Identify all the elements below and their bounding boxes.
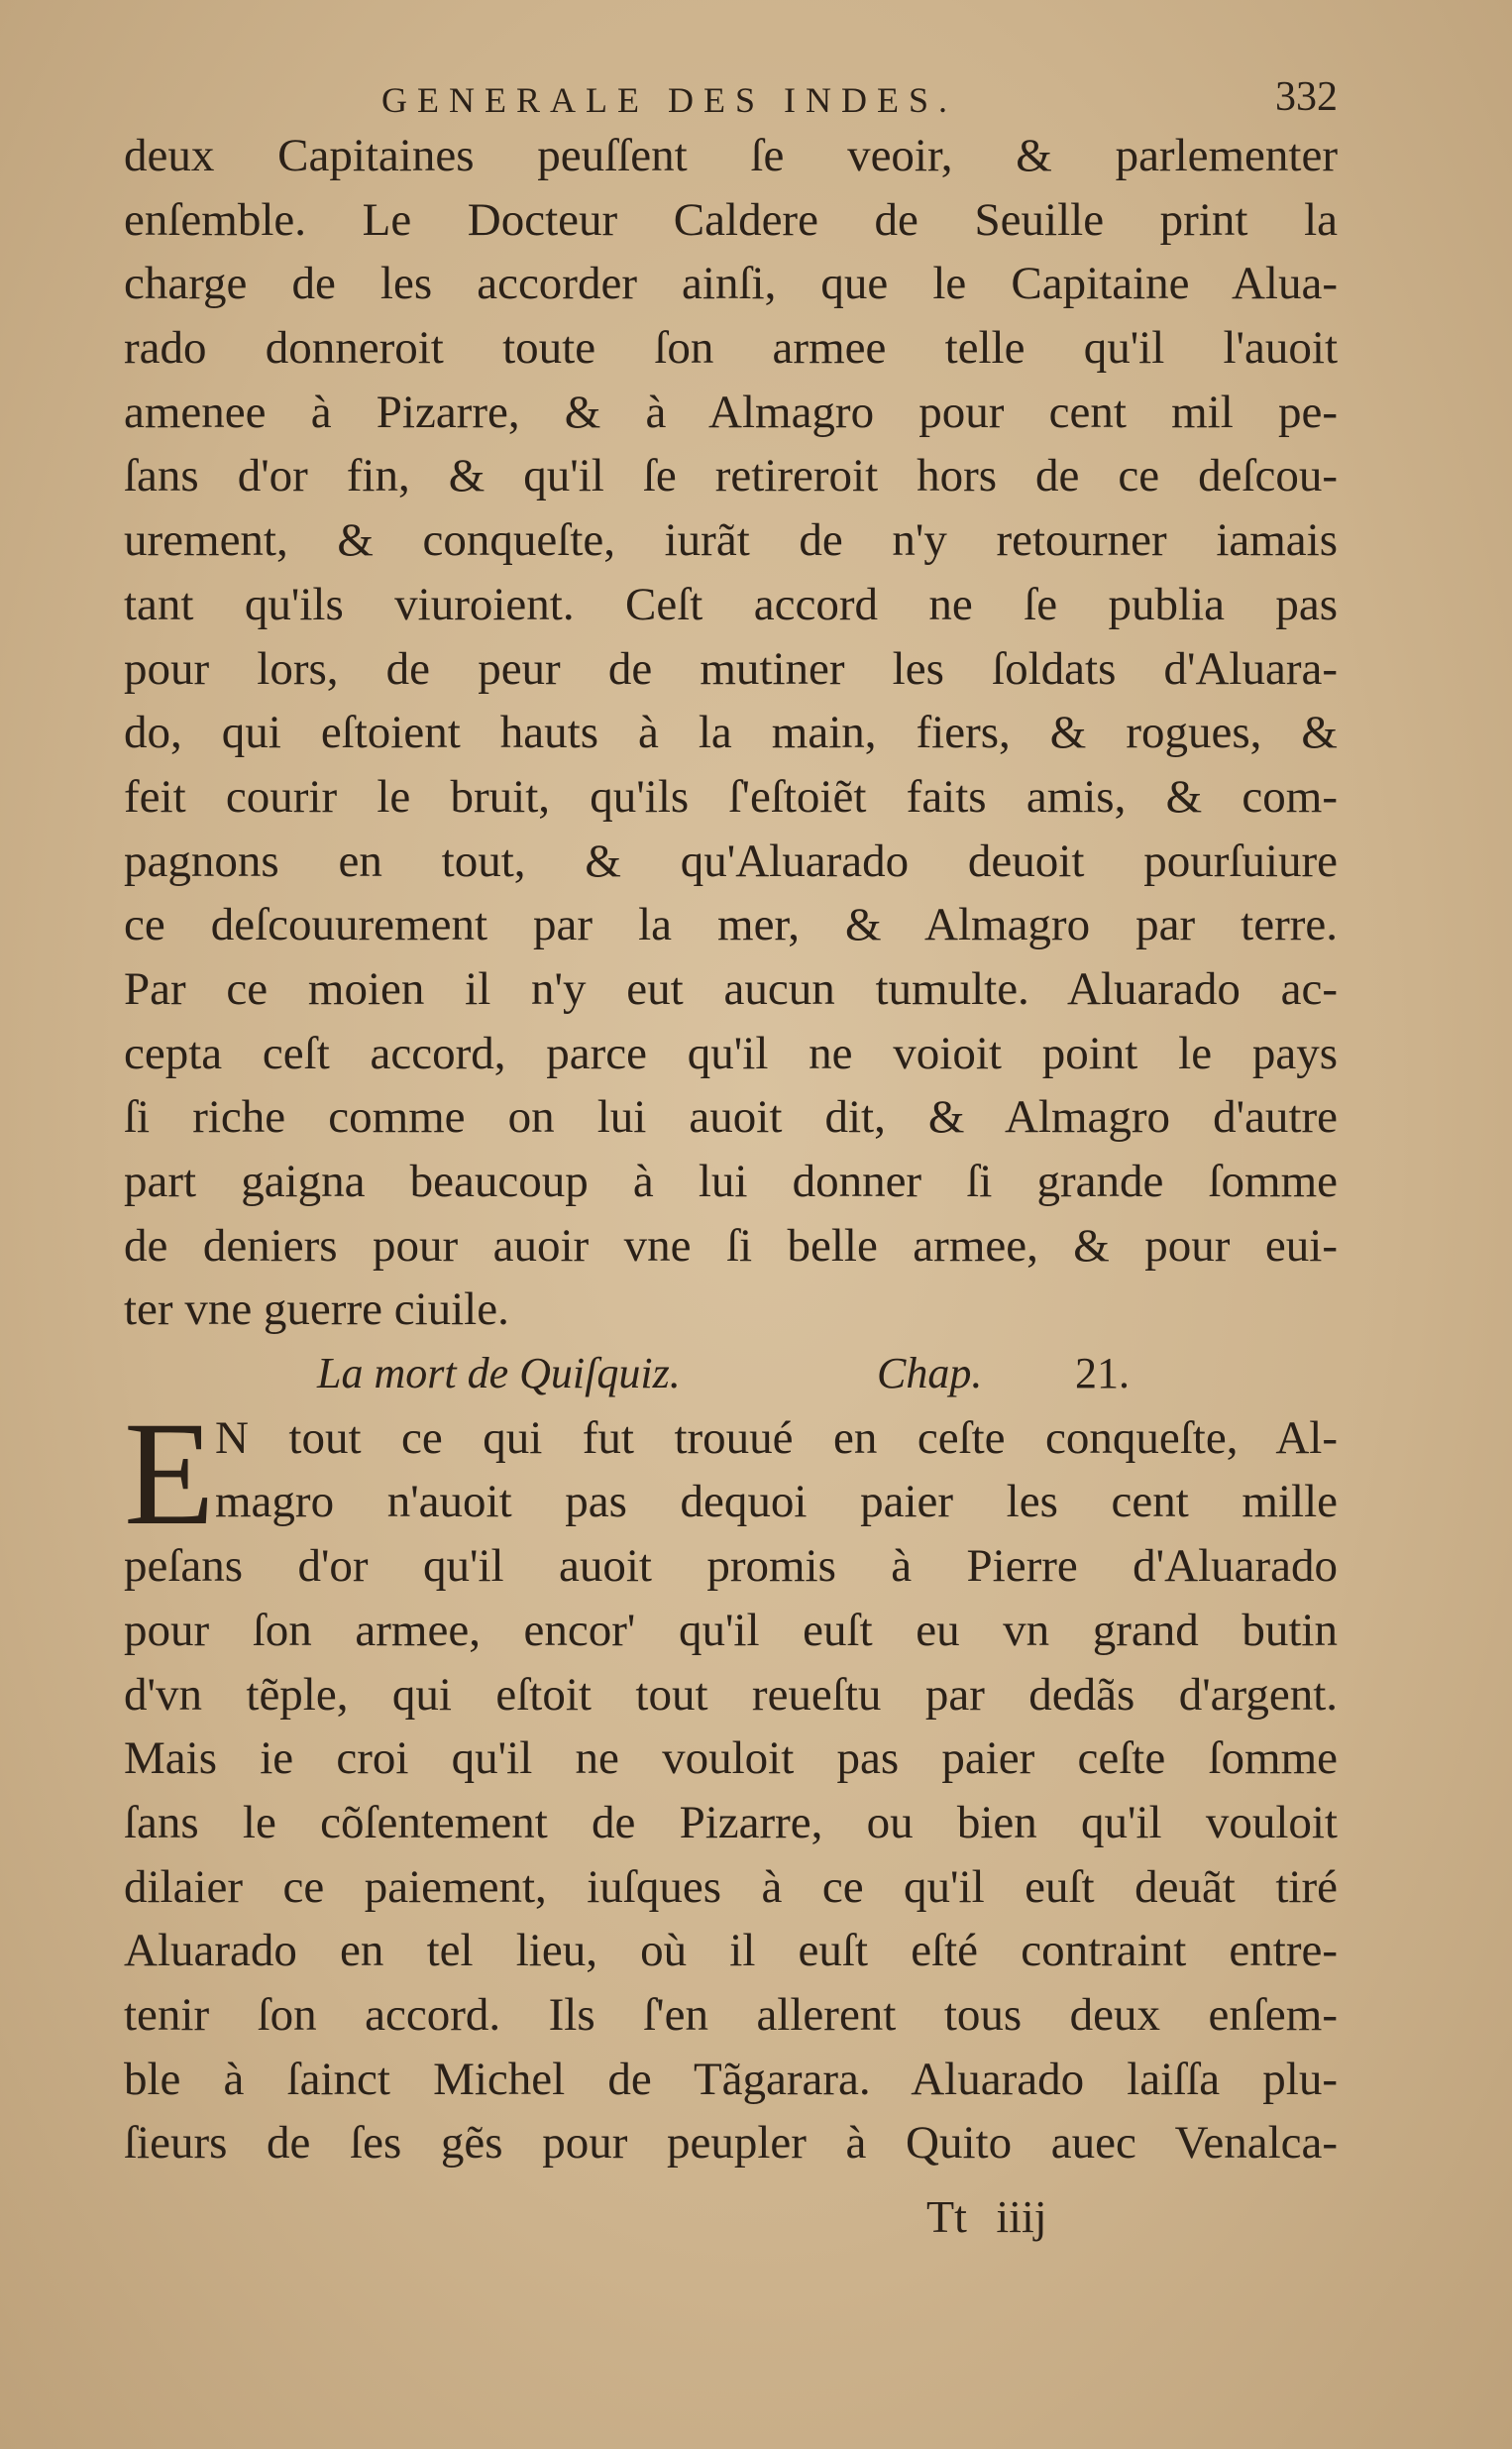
- text-line: do, qui eſtoient hauts à la main, fiers, & rogues, &: [124, 707, 1338, 759]
- running-title: GENERALE DES INDES.: [381, 80, 957, 120]
- text-line: Par ce moien il n'y eut aucun tumulte. Aluarado ac-: [124, 962, 1338, 1015]
- text-line: Aluarado en tel lieu, où il euſt eſté contraint entre-: [124, 1925, 1338, 1977]
- running-head: [124, 69, 1338, 129]
- text-line: ſans d'or fin, & qu'il ſe retireroit hors de ce deſcou-: [124, 450, 1338, 502]
- chapter-label: Chap.: [877, 1349, 983, 1398]
- text-line: tant qu'ils viuroient. Ceſt accord ne ſe publia pas: [124, 578, 1338, 630]
- paragraph-2: [124, 1391, 1338, 2175]
- text-line: ſieurs de ſes gẽs pour peupler à Quito auec Venalca-: [124, 2117, 1338, 2170]
- chapter-title: La mort de Quiſquiz.: [317, 1349, 681, 1398]
- text-line: d'vn tẽple, qui eſtoit tout reueſtu par dedãs d'argent.: [124, 1668, 1338, 1721]
- signature-mark: Tt iiij: [926, 2191, 1047, 2242]
- text-line: tenir ſon accord. Ils ſ'en allerent tous deux enſem-: [124, 1988, 1338, 2041]
- text-line: pagnons en tout, & qu'Aluarado deuoit pourſuiure: [124, 835, 1338, 887]
- drop-cap: E: [124, 1391, 215, 1556]
- text-line: peſans d'or qu'il auoit promis à Pierre d'Aluarado: [124, 1540, 1338, 1593]
- text-line: rado donneroit toute ſon armee telle qu'il l'auoit: [124, 322, 1338, 375]
- page-number: 332: [1275, 74, 1338, 120]
- text-line: pour lors, de peur de mutiner les ſoldats d'Aluara-: [124, 642, 1338, 695]
- chapter-heading: [124, 1342, 1338, 1406]
- text-line: de deniers pour auoir vne ſi belle armee, & pour eui-: [124, 1219, 1338, 1272]
- text-line: pour ſon armee, encor' qu'il euſt eu vn grand butin: [124, 1604, 1338, 1656]
- paragraph-1: [124, 124, 1338, 1342]
- text-line: deux Capitaines peuſſent ſe veoir, & parlementer: [124, 130, 1338, 181]
- text-line: ce deſcouurement par la mer, & Almagro par terre.: [124, 899, 1338, 951]
- text-line: cepta ceſt accord, parce qu'il ne voioit point le pays: [124, 1027, 1338, 1079]
- text-line: amenee à Pizarre, & à Almagro pour cent mil pe-: [124, 386, 1338, 438]
- text-line: N tout ce qui fut trouué en ceſte conqueſte, Al-: [215, 1411, 1338, 1464]
- text-line: urement, & conqueſte, iurãt de n'y retourner iamais: [124, 514, 1338, 567]
- text-line: magro n'auoit pas dequoi paier les cent mille: [215, 1476, 1338, 1528]
- text-line: ſi riche comme on lui auoit dit, & Almagro d'autre: [124, 1091, 1338, 1144]
- text-line: charge de les accorder ainſi, que le Capitaine Alua-: [124, 258, 1338, 310]
- chapter-number: 21.: [1075, 1349, 1130, 1398]
- text-line: part gaigna beaucoup à lui donner ſi grande ſomme: [124, 1156, 1338, 1207]
- text-line: enſemble. Le Docteur Caldere de Seuille print la: [124, 193, 1338, 246]
- text-line: ble à ſainct Michel de Tãgarara. Aluarado laiſſa plu-: [124, 2053, 1338, 2105]
- text-line: ſans le cõſentement de Pizarre, ou bien qu'il vouloit: [124, 1796, 1338, 1848]
- text-line: dilaier ce paiement, iuſques à ce qu'il euſt deuãt tiré: [124, 1860, 1338, 1913]
- text-line: feit courir le bruit, qu'ils ſ'eſtoiẽt faits amis, & com-: [124, 770, 1338, 823]
- text-line: ter vne guerre ciuile.: [124, 1283, 509, 1336]
- text-line: Mais ie croi qu'il ne vouloit pas paier ceſte ſomme: [124, 1732, 1338, 1785]
- body-text: [124, 124, 1338, 2175]
